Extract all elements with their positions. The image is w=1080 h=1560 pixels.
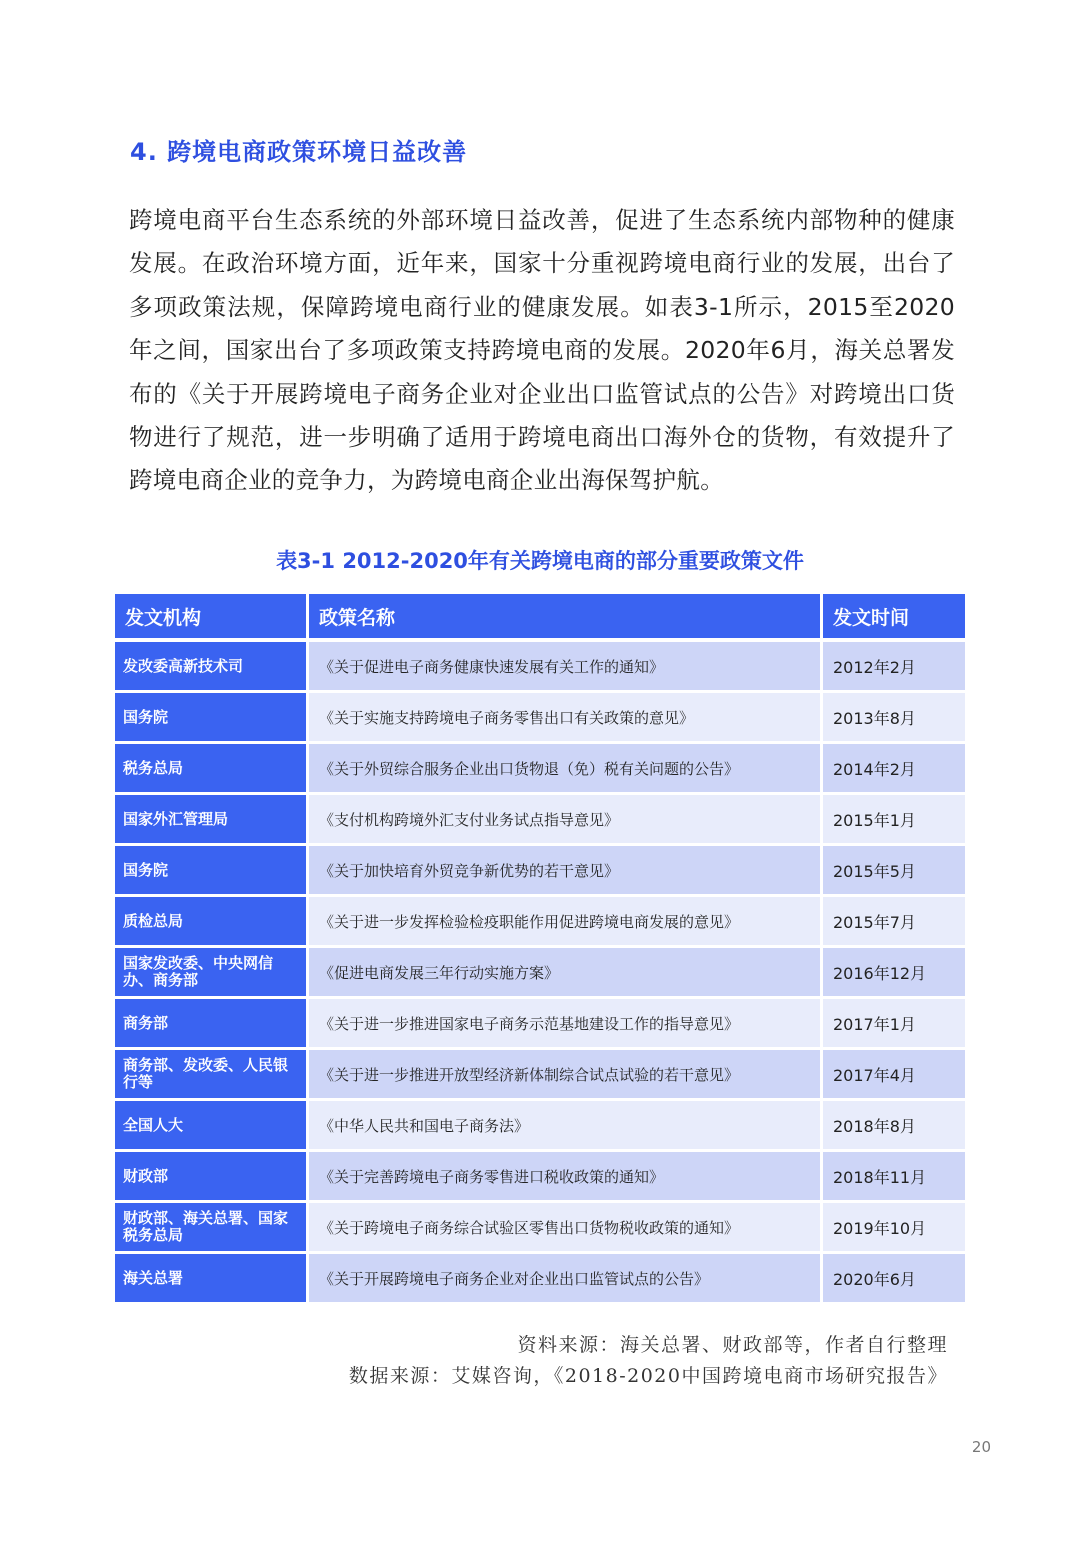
agency-cell: 商务部、发改委、人民银行等 — [115, 1050, 309, 1101]
date-cell: 2015年5月 — [823, 846, 965, 897]
date-cell: 2013年8月 — [823, 693, 965, 744]
agency-cell: 国务院 — [115, 693, 309, 744]
policy-cell: 《中华人民共和国电子商务法》 — [309, 1101, 823, 1152]
table-row — [115, 1050, 965, 1101]
table-header-row — [115, 594, 965, 642]
source-line: 资料来源：海关总署、财政部等，作者自行整理 — [517, 1334, 948, 1356]
table-row — [115, 846, 965, 897]
table-row — [115, 1152, 965, 1203]
policy-cell: 《关于进一步推进国家电子商务示范基地建设工作的指导意见》 — [309, 999, 823, 1050]
agency-cell: 质检总局 — [115, 897, 309, 948]
table-row — [115, 795, 965, 846]
date-cell: 2015年1月 — [823, 795, 965, 846]
table-caption: 表3-1 2012-2020年有关跨境电商的部分重要政策文件 — [276, 549, 804, 573]
policy-cell: 《关于跨境电子商务综合试验区零售出口货物税收政策的通知》 — [309, 1203, 823, 1254]
date-cell: 2018年8月 — [823, 1101, 965, 1152]
date-cell: 2015年7月 — [823, 897, 965, 948]
date-cell: 2019年10月 — [823, 1203, 965, 1254]
policy-cell: 《关于进一步发挥检验检疫职能作用促进跨境电商发展的意见》 — [309, 897, 823, 948]
policy-table — [115, 594, 965, 1305]
agency-cell: 全国人大 — [115, 1101, 309, 1152]
table-row — [115, 948, 965, 999]
table-row — [115, 897, 965, 948]
policy-cell: 《关于促进电子商务健康快速发展有关工作的通知》 — [309, 642, 823, 693]
agency-cell: 国家外汇管理局 — [115, 795, 309, 846]
agency-cell: 海关总署 — [115, 1254, 309, 1305]
date-cell: 2016年12月 — [823, 948, 965, 999]
header-date: 发文时间 — [823, 594, 965, 642]
body-paragraph: 跨境电商平台生态系统的外部环境日益改善，促进了生态系统内部物种的健康发展。在政治环境方面，近年来，国家十分重视跨境电商行业的发展，出台了多项政策法规，保障跨境电商行业的健康发展。如表3-1所示，2015至2020年之间，国家出台了多项政策支持跨境电商的发展。2020年6月，海关总署发布的《关于开展跨境电子商务企业对企业出口监管试点的公告》对跨境出口货物进行了规范，进一步明确了适用于跨境电商出口海外仓的货物，有效提升了跨境电商企业的竞争力，为跨境电商企业出海保驾护航。 — [129, 206, 955, 495]
policy-cell: 《关于外贸综合服务企业出口货物退（免）税有关问题的公告》 — [309, 744, 823, 795]
section-heading: 4. 跨境电商政策环境日益改善 — [130, 138, 468, 166]
header-agency: 发文机构 — [115, 594, 309, 642]
policy-cell: 《关于进一步推进开放型经济新体制综合试点试验的若干意见》 — [309, 1050, 823, 1101]
agency-cell: 发改委高新技术司 — [115, 642, 309, 693]
date-cell: 2017年1月 — [823, 999, 965, 1050]
policy-cell: 《关于加快培育外贸竞争新优势的若干意见》 — [309, 846, 823, 897]
date-cell: 2020年6月 — [823, 1254, 965, 1305]
agency-cell: 财政部、海关总署、国家税务总局 — [115, 1203, 309, 1254]
table-row — [115, 999, 965, 1050]
table-row — [115, 744, 965, 795]
date-cell: 2012年2月 — [823, 642, 965, 693]
header-policy: 政策名称 — [309, 594, 823, 642]
table-row — [115, 693, 965, 744]
agency-cell: 商务部 — [115, 999, 309, 1050]
table-row — [115, 1203, 965, 1254]
agency-cell: 国务院 — [115, 846, 309, 897]
date-cell: 2018年11月 — [823, 1152, 965, 1203]
agency-cell: 税务总局 — [115, 744, 309, 795]
policy-cell: 《关于完善跨境电子商务零售进口税收政策的通知》 — [309, 1152, 823, 1203]
table-row — [115, 1254, 965, 1305]
table-row — [115, 642, 965, 693]
policy-cell: 《支付机构跨境外汇支付业务试点指导意见》 — [309, 795, 823, 846]
data-source-line: 数据来源：艾媒咨询，《2018-2020中国跨境电商市场研究报告》 — [348, 1365, 948, 1387]
policy-cell: 《关于开展跨境电子商务企业对企业出口监管试点的公告》 — [309, 1254, 823, 1305]
table-row — [115, 1101, 965, 1152]
sources-note — [349, 1330, 948, 1392]
date-cell: 2017年4月 — [823, 1050, 965, 1101]
agency-cell: 国家发改委、中央网信办、商务部 — [115, 948, 309, 999]
policy-cell: 《促进电商发展三年行动实施方案》 — [309, 948, 823, 999]
page-number: 20 — [971, 1438, 991, 1456]
agency-cell: 财政部 — [115, 1152, 309, 1203]
policy-cell: 《关于实施支持跨境电子商务零售出口有关政策的意见》 — [309, 693, 823, 744]
date-cell: 2014年2月 — [823, 744, 965, 795]
